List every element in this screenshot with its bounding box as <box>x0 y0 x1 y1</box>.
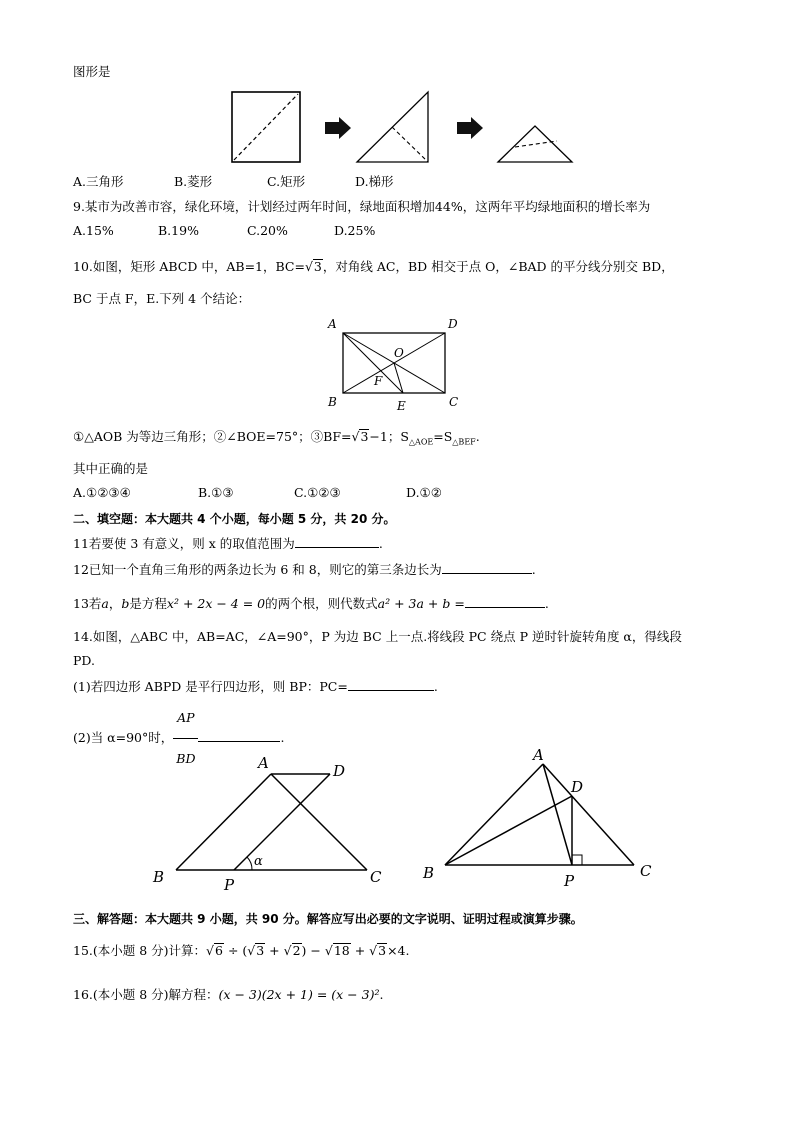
section2-title: 二、填空题：本大题共 4 个小题，每小题 5 分，共 20 分。 <box>73 512 396 526</box>
fig1-label-d: D <box>333 762 346 780</box>
q12-text: 12已知一个直角三角形的两条边长为 6 和 8，则它的第三条边长为 <box>73 562 442 577</box>
q8-option-b: B.菱形 <box>174 174 213 189</box>
q15-sqrt6: 6 <box>215 943 223 958</box>
q10-line1-a: 10.如图，矩形 ABCD 中，AB=1，BC= <box>73 259 305 274</box>
label-c: C <box>449 395 459 409</box>
fig2-right-angle-mark <box>572 855 582 865</box>
fold-triangle-2 <box>498 126 572 162</box>
label-a: A <box>328 317 337 331</box>
fig2-label-p: P <box>564 872 575 890</box>
q10-sub1: △AOE <box>408 437 434 447</box>
q13-expression: a² + 3a + b = <box>377 596 465 611</box>
q14-part2-text: (2)当 α=90°时， <box>73 730 174 745</box>
q14-line1: 14.如图，△ABC 中，AB=AC，∠A=90°，P 为边 BC 上一点.将线段 PC 绕点 P 逆时针旋转角度 α，得线段 <box>73 629 682 644</box>
q12-answer-blank[interactable] <box>442 561 532 574</box>
fold-square-diagonal <box>234 94 298 160</box>
fig2-label-d: D <box>571 778 584 796</box>
q15-sqrt3b: 3 <box>378 943 387 958</box>
q14-line2: PD. <box>73 653 95 668</box>
q16-equation: (x − 3)(2x + 1) = (x − 3)² <box>218 987 380 1002</box>
label-e: E <box>397 399 406 413</box>
q12-end: . <box>531 562 536 577</box>
fig1-label-a: A <box>258 754 269 772</box>
section3-title: 三、解答题：本大题共 9 小题，共 90 分。解答应写出必要的文字说明、证明过程或演算步骤。 <box>73 912 583 926</box>
q13-c: ， <box>108 596 122 611</box>
label-d: D <box>448 317 458 331</box>
q10-sub2: △BEF <box>452 437 476 447</box>
q15-sqrt18: 18 <box>333 943 350 958</box>
q14-part1 <box>73 678 438 696</box>
q15-close: ) − <box>301 943 325 958</box>
q16-end: . <box>379 987 384 1002</box>
q10-sqrt3: 3 <box>313 259 322 274</box>
q15-plus: + <box>265 943 284 958</box>
fold-triangle-1-dashed <box>392 127 428 162</box>
q10-conclusion-b: −1；S <box>369 429 409 444</box>
q10-line1: 10.如图，矩形 ABCD 中，AB=1，BC=√3，对角线 AC，BD 相交于点 O，∠BAD 的平分线分别交 BD， <box>73 259 674 274</box>
q9-option-a: A.15% <box>73 223 114 238</box>
label-o: O <box>394 346 404 360</box>
q11-text: 11若要使 3 有意义，则 x 的取值范围为 <box>73 536 295 551</box>
q10-conclusion-end: . <box>475 429 480 444</box>
q10-option-a: A.①②③④ <box>73 485 131 500</box>
q14-figure-1 <box>148 748 398 890</box>
q14-part2-blank[interactable] <box>198 729 280 742</box>
q10-line1-b: ，对角线 AC，BD 相交于点 O，∠BAD 的平分线分别交 BD， <box>322 259 674 274</box>
fig1-label-alpha: α <box>254 854 263 869</box>
q12 <box>73 561 536 579</box>
q9-stem: 9.某市为改善市容，绿化环境，计划经过两年时间，绿地面积增加44%，这两年平均绿地面积的增长率为 <box>73 199 651 214</box>
q10-conclusion-c: =S <box>433 429 453 444</box>
fig2-label-a: A <box>533 746 544 764</box>
q15: 15.(本小题 8 分)计算：√6 ÷ (√3 + √2) − √18 + √3×4. <box>73 943 410 958</box>
q10-conclusion-sqrt: 3 <box>360 429 369 444</box>
fig2-label-b: B <box>423 864 435 882</box>
q10-conclusion-a: ①△AOB 为等边三角形；②∠BOE=75°；③BF= <box>73 429 352 444</box>
q13-var-a: a <box>101 596 109 611</box>
q8-option-d: D.梯形 <box>355 174 394 189</box>
q10-line2: BC 于点 F，E.下列 4 个结论： <box>73 291 251 306</box>
fig2-ab <box>445 764 543 865</box>
q15-sqrt2: 2 <box>292 943 301 958</box>
q13 <box>73 595 549 613</box>
fig1-label-c: C <box>370 868 382 886</box>
q13-f: 的两个根，则代数式 <box>265 596 378 611</box>
q8-option-a: A.三角形 <box>73 174 124 189</box>
arrow-2-icon <box>457 117 483 139</box>
q15-div: ÷ ( <box>223 943 248 958</box>
q11-answer-blank[interactable] <box>295 535 379 548</box>
q9-option-c: C.20% <box>247 223 288 238</box>
q16-prefix: 16.(本小题 8 分)解方程： <box>73 987 219 1002</box>
q15-times: ×4 <box>387 943 406 958</box>
q11 <box>73 535 383 553</box>
q10-conclusions: ①△AOB 为等边三角形；②∠BOE=75°；③BF=√3−1；$S_{\triangle AOE}=S_{\triangle BEF}$. <box>73 429 480 447</box>
arrow-1-icon <box>325 117 351 139</box>
q15-sqrt3: 3 <box>256 943 265 958</box>
fig2-bd <box>445 796 572 865</box>
fig1-alpha-arc <box>247 857 252 870</box>
q13-equation: x² + 2x − 4 = 0 <box>166 596 266 611</box>
fig1-label-p: P <box>224 876 235 890</box>
q14-part1-text: (1)若四边形 ABPD 是平行四边形，则 BP：PC= <box>73 679 348 694</box>
q8-option-c: C.矩形 <box>267 174 306 189</box>
q13-answer-blank[interactable] <box>465 595 545 608</box>
fold-triangle-2-dashed <box>515 141 557 147</box>
q9-option-d: D.25% <box>334 223 376 238</box>
q16 <box>73 986 383 1004</box>
q8-tail: 图形是 <box>73 64 111 79</box>
label-b: B <box>328 395 337 409</box>
folding-figure <box>225 86 575 168</box>
q14-frac-den: BD <box>176 751 196 766</box>
fig2-ac <box>543 764 634 865</box>
q13-a: 13若 <box>73 596 102 611</box>
q15-end: . <box>405 943 410 958</box>
q14-part1-end: . <box>433 679 438 694</box>
fig2-label-c: C <box>640 862 652 880</box>
q10-prompt: 其中正确的是 <box>73 461 149 476</box>
q13-end: . <box>544 596 549 611</box>
label-f: F <box>374 374 383 388</box>
q10-option-c: C.①②③ <box>294 485 341 500</box>
fig1-ac <box>271 774 367 870</box>
q15-prefix: 15.(本小题 8 分)计算： <box>73 943 207 958</box>
q14-part1-blank[interactable] <box>348 678 434 691</box>
q13-e: 是方程 <box>129 596 167 611</box>
fig1-pd <box>234 774 330 870</box>
q14-frac-num: AP <box>173 698 198 739</box>
q9-option-b: B.19% <box>158 223 199 238</box>
q14-figure-2 <box>418 742 663 892</box>
q10-option-d: D.①② <box>406 485 442 500</box>
q11-end: . <box>378 536 383 551</box>
fig1-label-b: B <box>153 868 165 886</box>
q15-plus2: + <box>350 943 370 958</box>
q14-part2-end: . <box>280 730 285 745</box>
q13-var-b: b <box>121 596 130 611</box>
q10-option-b: B.①③ <box>198 485 234 500</box>
rectangle-figure <box>322 313 472 415</box>
